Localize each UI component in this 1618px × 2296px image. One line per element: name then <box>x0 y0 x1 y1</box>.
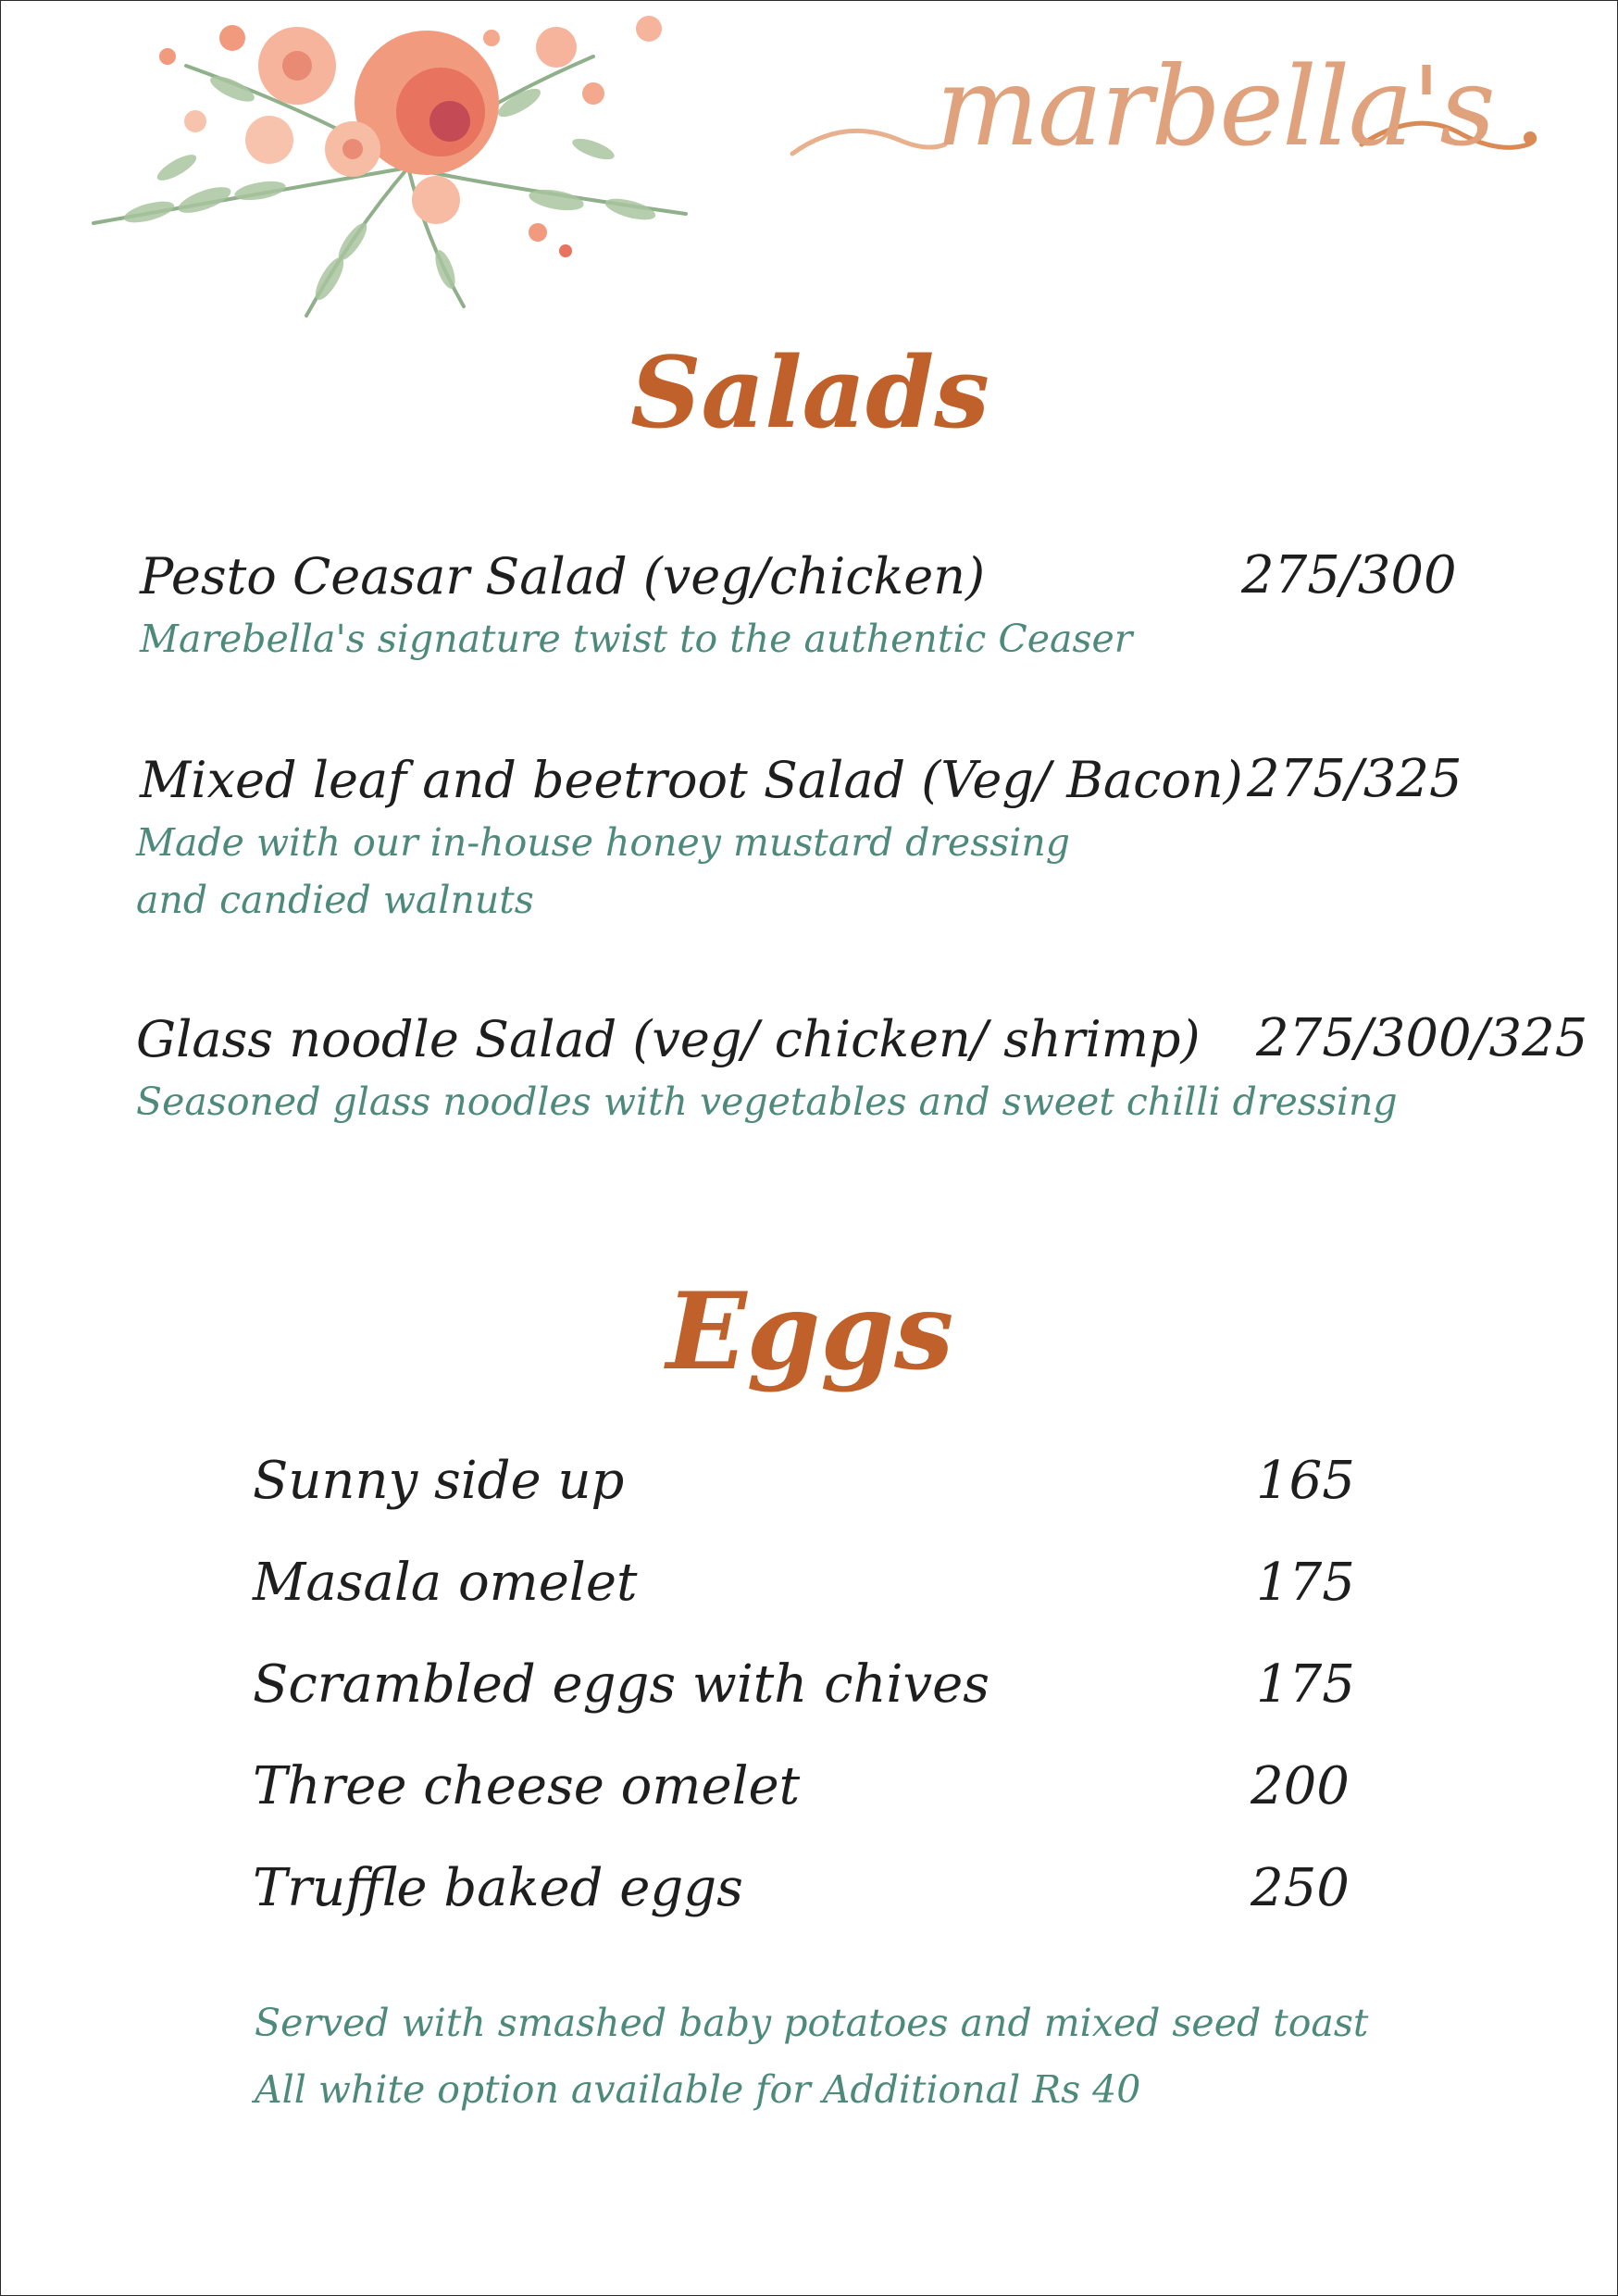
eggs-serving-note: Served with smashed baby potatoes and mixed seed toast <box>255 2001 1369 2045</box>
salads-section-title: Salads <box>630 334 989 450</box>
menu-item-price: 275/300 <box>1241 545 1457 605</box>
menu-item-description: Marebella's signature twist to the authentic Ceaser <box>140 617 1133 661</box>
menu-item-price: 165 <box>1256 1451 1355 1511</box>
menu-item-price: 250 <box>1251 1858 1350 1918</box>
menu-item-name: Masala omelet <box>253 1553 638 1613</box>
brand-logo <box>788 43 1547 209</box>
menu-item-name: Scrambled eggs with chives <box>253 1654 989 1715</box>
menu-item-price: 275/300/325 <box>1256 1008 1588 1068</box>
menu-item-name: Glass noodle Salad (veg/ chicken/ shrimp) <box>136 1010 1201 1068</box>
logo-text: marbella's <box>936 43 1494 170</box>
menu-item-price: 275/325 <box>1247 749 1462 809</box>
menu-item-name: Pesto Ceasar Salad (veg/chicken) <box>140 547 986 605</box>
menu-item-description: Seasoned glass noodles with vegetables and sweet chilli dressing <box>136 1079 1398 1124</box>
menu-item-price: 175 <box>1256 1553 1355 1613</box>
eggs-section-title: Eggs <box>666 1269 954 1393</box>
floral-bouquet-illustration <box>75 1 741 334</box>
eggs-option-note: All white option available for Additional Rs 40 <box>255 2067 1141 2112</box>
menu-item-price: 200 <box>1251 1756 1350 1816</box>
menu-item-price: 175 <box>1256 1654 1355 1715</box>
menu-item-name: Truffle baked eggs <box>253 1858 743 1918</box>
menu-item-description: Made with our in-house honey mustard dressing and candied walnuts <box>136 820 1071 922</box>
menu-item-name: Mixed leaf and beetroot Salad (Veg/ Bacon) <box>140 751 1243 809</box>
menu-item-name: Sunny side up <box>253 1451 625 1511</box>
menu-item-name: Three cheese omelet <box>253 1756 801 1816</box>
